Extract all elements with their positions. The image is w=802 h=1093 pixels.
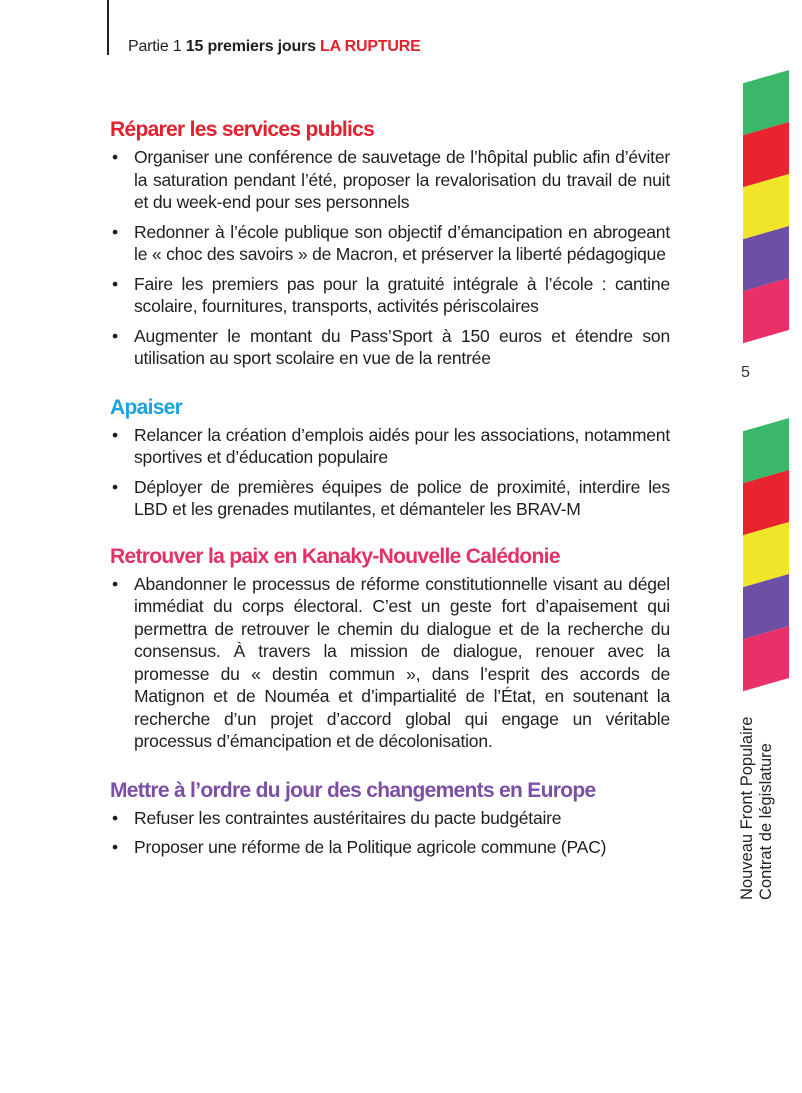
section-europe [110, 779, 670, 859]
header-title: 15 premiers jours [185, 38, 316, 55]
bullet-glyph: • [112, 573, 118, 594]
side-caption-line1: Nouveau Front Populaire [738, 716, 756, 900]
bullet-glyph: • [112, 325, 118, 346]
bullet-list [110, 146, 670, 370]
header-highlight: LA RUPTURE [320, 38, 421, 55]
list-item: • Abandonner le processus de réforme constitutionnelle visant au dégel immédiat du corps électoral. C’est un geste fort d’apaisement qui permettra de retrouver le chemin du dialogue et de la recherche du consensus. À travers la mission de dialogue, renouer avec la promesse du « destin commun », dans l’esprit des accords de Matignon et de Nouméa et d’impartialité de l’État, en soutenant la recherche d’un projet d’accord global qui engage un véritable processus d’émancipation et de décolonisation. [112, 573, 670, 751]
page-number: 5 [741, 364, 750, 381]
bullet-glyph: • [112, 424, 118, 445]
section-apaiser [110, 396, 670, 521]
bullet-glyph: • [112, 807, 118, 828]
color-stripes-top [743, 70, 789, 330]
section-title: Retrouver la paix en Kanaky-Nouvelle Calédonie [110, 544, 560, 568]
bullet-glyph: • [112, 476, 118, 497]
bullet-list [110, 807, 670, 859]
bullet-list [110, 424, 670, 521]
main-content [110, 118, 670, 879]
list-item: • Faire les premiers pas pour la gratuité intégrale à l’école : cantine scolaire, fournitures, transports, activités périscolaires [112, 273, 670, 316]
color-stripes-bottom [743, 418, 789, 678]
section-kanaky [110, 545, 670, 753]
section-services-publics [110, 118, 670, 370]
bullet-glyph: • [112, 221, 118, 242]
list-item: • Redonner à l’école publique son objectif d’émancipation en abrogeant le « choc des savoirs » de Macron, et préserver la liberté pédagogique [112, 221, 670, 264]
list-item: • Déployer de premières équipes de police de proximité, interdire les LBD et les grenades mutilantes, et démanteler les BRAV-M [112, 476, 670, 519]
bullet-glyph: • [112, 273, 118, 294]
section-title: Mettre à l’ordre du jour des changements en Europe [110, 778, 596, 802]
side-caption [738, 700, 778, 900]
list-item: • Proposer une réforme de la Politique agricole commune (PAC) [112, 837, 607, 857]
bullet-glyph: • [112, 147, 118, 167]
list-item: • Relancer la création d’emplois aidés pour les associations, notamment sportives et d’éducation populaire [112, 424, 670, 467]
header-part-label: Partie 1 [128, 38, 182, 55]
list-item: • Augmenter le montant du Pass’Sport à 150 euros et étendre son utilisation au sport scolaire en vue de la rentrée [112, 325, 670, 368]
page-header [128, 38, 421, 56]
header-divider [107, 0, 109, 55]
side-caption-line2: Contrat de législature [757, 743, 775, 900]
bullet-glyph: • [112, 837, 118, 857]
section-title: Apaiser [110, 395, 183, 419]
bullet-list [110, 573, 670, 753]
list-item: • Organiser une conférence de sauvetage de l’hôpital public afin d’éviter la saturation pendant l’été, proposer la revalorisation du travail de nuit et du week-end pour ses personnels [112, 147, 670, 212]
section-title: Réparer les services publics [110, 118, 375, 141]
list-item: • Refuser les contraintes austéritaires du pacte budgétaire [112, 807, 562, 828]
